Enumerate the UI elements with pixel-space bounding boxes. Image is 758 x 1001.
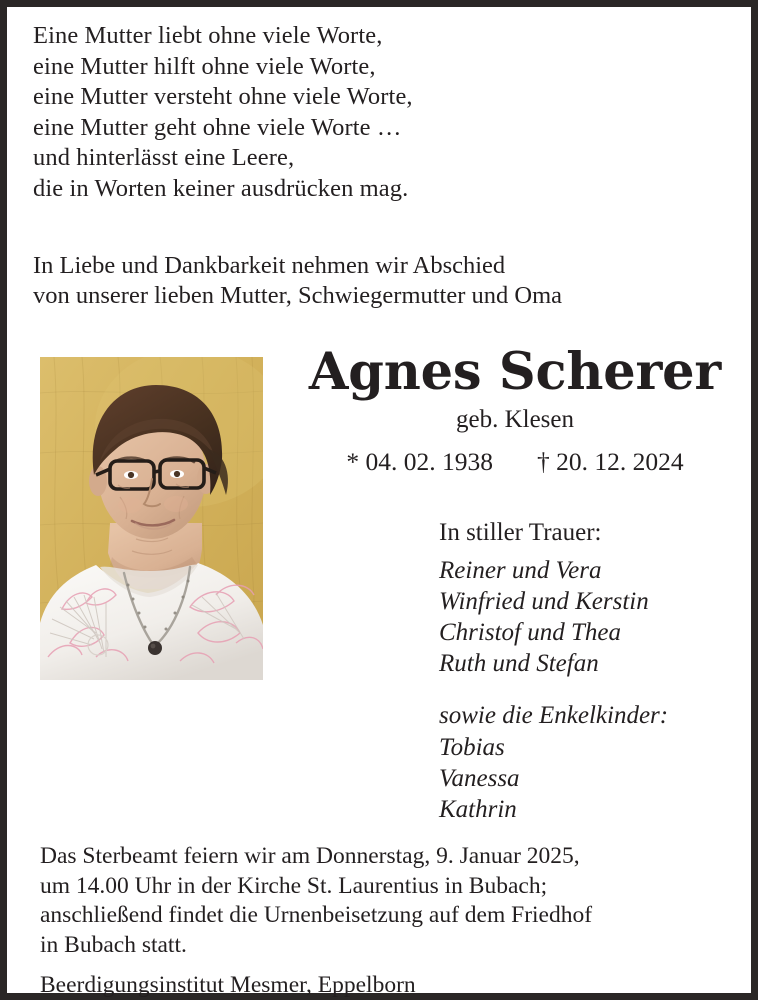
- death-date: † 20. 12. 2024: [537, 446, 684, 476]
- poem-line: eine Mutter versteht ohne viele Worte,: [33, 83, 413, 111]
- poem-line: eine Mutter hilft ohne viele Worte,: [33, 52, 376, 80]
- poem-line: eine Mutter geht ohne viele Worte …: [33, 113, 402, 141]
- mourner-name: Ruth und Stefan: [439, 649, 599, 677]
- maiden-name: geb. Klesen: [455, 405, 575, 433]
- service-line-1: Das Sterbeamt feiern wir am Donnerstag, 9. Januar 2025,: [40, 843, 580, 869]
- birth-date: * 04. 02. 1938: [346, 446, 493, 476]
- service-line-2: um 14.00 Uhr in der Kirche St. Laurentius in Bubach;: [40, 872, 548, 899]
- grandchild-name: Kathrin: [439, 795, 517, 823]
- deceased-name: Agnes Scherer: [308, 341, 722, 402]
- poem-line: Eine Mutter liebt ohne viele Worte,: [33, 22, 383, 49]
- poem-line: die in Worten keiner ausdrücken mag.: [33, 174, 409, 202]
- mourner-name: Reiner und Vera: [439, 556, 602, 584]
- life-dates: [291, 447, 739, 477]
- service-details: [40, 842, 725, 1001]
- service-line-3: anschließend findet die Urnenbeisetzung auf dem Friedhof: [40, 902, 593, 928]
- grandchild-name: Vanessa: [439, 764, 520, 792]
- intro-line-2: von unserer lieben Mutter, Schwiegermutter und Oma: [33, 282, 563, 310]
- portrait-photo: [40, 357, 263, 680]
- grandchild-name: Tobias: [439, 733, 505, 761]
- mourners-block: [439, 517, 758, 825]
- poem-block: [33, 21, 725, 205]
- intro-block: [33, 251, 725, 312]
- portrait-illustration: [40, 357, 263, 680]
- intro-line-1: In Liebe und Dankbarkeit nehmen wir Abschied: [33, 251, 506, 279]
- poem-line: und hinterlässt eine Leere,: [33, 144, 295, 172]
- mourners-heading: In stiller Trauer:: [439, 518, 602, 546]
- obituary-content: [7, 7, 751, 998]
- mourner-name: Christof und Thea: [439, 618, 621, 646]
- middle-section: [33, 341, 725, 836]
- mourner-name: Winfried und Kerstin: [439, 587, 649, 615]
- name-block: [291, 341, 739, 477]
- service-line-4: in Bubach statt.: [40, 931, 187, 958]
- grandchildren-heading: sowie die Enkelkinder:: [439, 701, 669, 729]
- undertaker: Beerdigungsinstitut Mesmer, Eppelborn: [40, 972, 416, 998]
